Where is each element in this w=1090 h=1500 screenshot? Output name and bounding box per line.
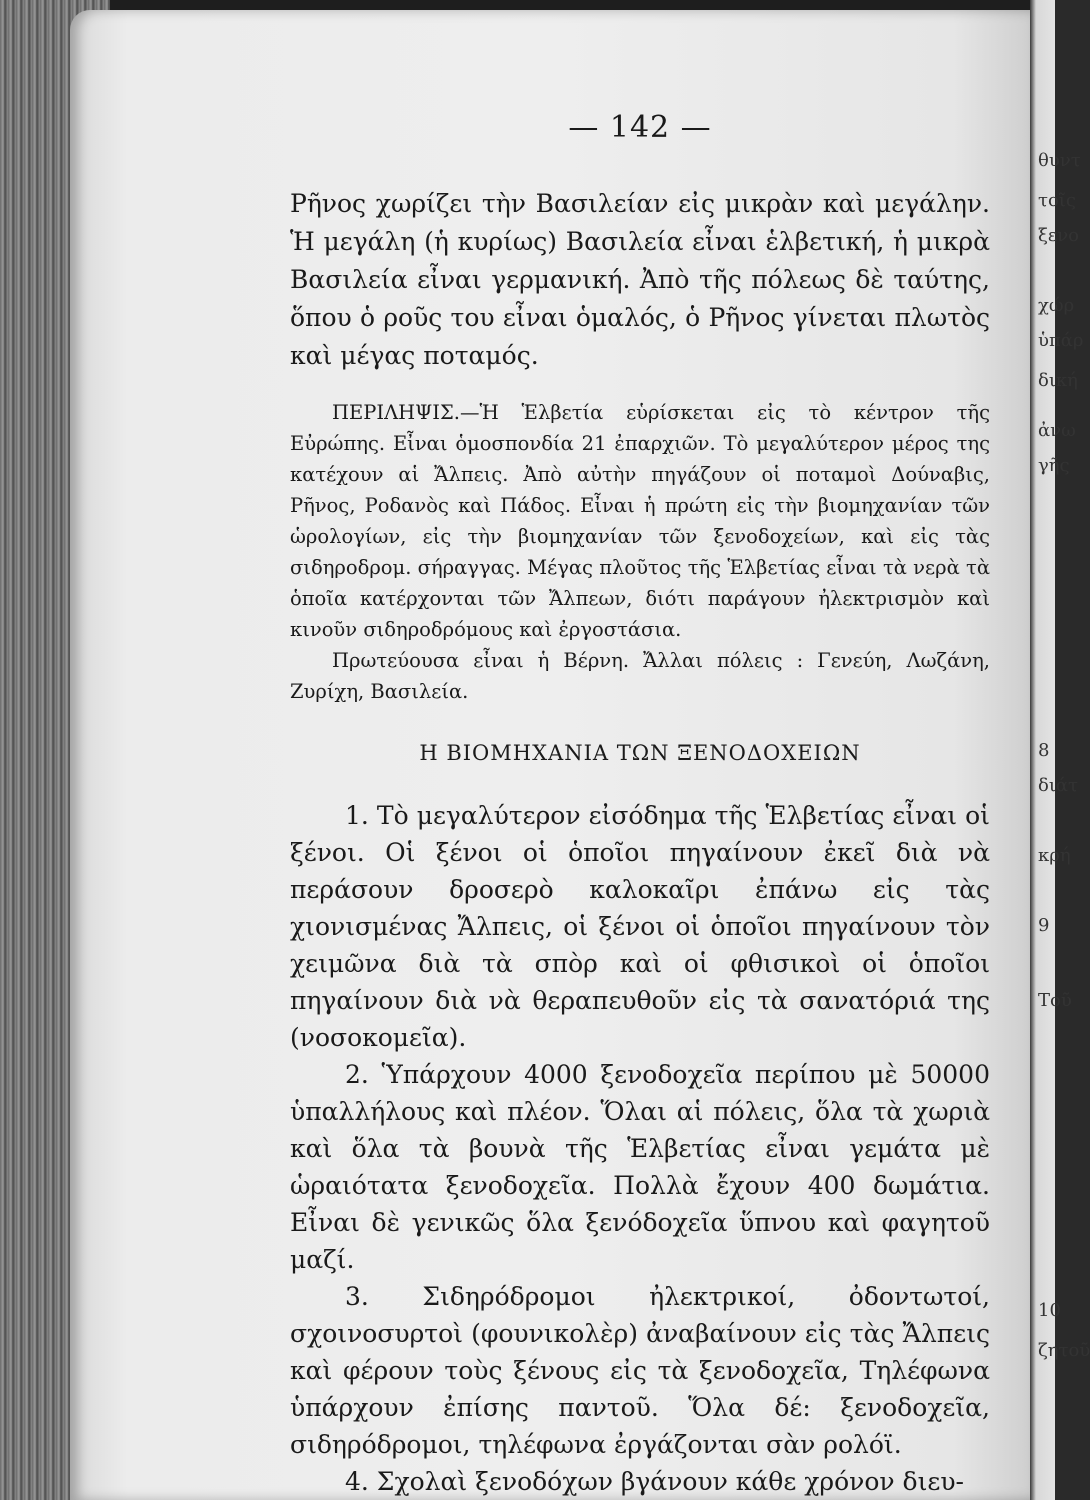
page-text-block (290, 110, 990, 1500)
adjacent-fragment: δική (1038, 370, 1078, 391)
list-item: 3. Σιδηρόδρομοι ἠλεκτρικοί, ὀδοντωτοί, σχοινοσυρτοὶ (φουνικολὲρ) ἀναβαίνουν εἰς τὰς Ἄλπεις καὶ φέρουν τοὺς ξένους εἰς τὰ ξενοδοχεῖα, Τηλέφωνα ὑπάρχουν ἐπίσης παντοῦ. Ὅλα δέ: ξενοδοχεῖα, σιδηρόδρομοι, τηλέφωνα ἐργάζονται σὰν ρολόϊ. (290, 1282, 990, 1459)
adjacent-fragment: διάτ (1038, 775, 1079, 796)
adjacent-page-strip (1030, 0, 1090, 1500)
list-item: 4. Σχολαὶ ξενοδόχων βγάνουν κάθε χρόνον διευ- (345, 1467, 964, 1496)
adjacent-fragment: θυντ (1038, 150, 1081, 171)
list-item: 1. Τὸ μεγαλύτερον εἰσόδημα τῆς Ἑλβετίας εἶναι οἱ ξένοι. Οἱ ξένοι οἱ ὁποῖοι πηγαίνουν ἐκεῖ διὰ νὰ περάσουν δροσερὸ καλοκαῖρι ἐπάνω εἰς τὰς χιονισμένας Ἄλπεις, οἱ ξένοι οἱ ὁποῖοι πηγαίνουν τὸν χειμῶνα διὰ τὰ σπὸρ καὶ οἱ φθισικοὶ οἱ ὁποῖοι πηγαίνουν διὰ νὰ θεραπευθοῦν εἰς τὰ σανατόριά της (νοσοκομεῖα). (290, 801, 990, 1052)
adjacent-fragment: 10 (1038, 1300, 1061, 1321)
page-number: — 142 — (568, 110, 712, 145)
adjacent-fragment: Τοῦ (1038, 990, 1072, 1011)
capital-paragraph: Πρωτεύουσα εἶναι ἡ Βέρνη. Ἄλλαι πόλεις : Γενεύη, Λωζάνη, Ζυρίχη, Βασιλεία. (290, 649, 990, 703)
adjacent-fragment: τοῖς (1038, 190, 1076, 211)
adjacent-fragment: γῆς (1038, 455, 1070, 476)
adjacent-fragment: ξενο (1038, 225, 1080, 246)
adjacent-fragment: κρή (1038, 845, 1071, 866)
section-heading: Η ΒΙΟΜΗΧΑΝΙΑ ΤΩΝ ΞΕΝΟΔΟΧΕΙΩΝ (419, 741, 861, 765)
list-item: 2. Ὑπάρχουν 4000 ξενοδοχεῖα περίπου μὲ 50000 ὑπαλλήλους καὶ πλέον. Ὅλαι αἱ πόλεις, ὅλα τὰ χωριὰ καὶ ὅλα τὰ βουνὰ τῆς Ἑλβετίας εἶναι γεμάτα μὲ ὡραιότατα ξενοδοχεῖα. Πολλὰ ἔχουν 400 δωμάτια. Εἶναι δὲ γενικῶς ὅλα ξενόδοχεῖα ὕπνου καὶ φαγητοῦ μαζί. (290, 1060, 990, 1274)
adjacent-fragment: ὑπάρ (1038, 330, 1084, 351)
adjacent-fragment: ζητοῦ (1038, 1340, 1090, 1361)
intro-paragraph: Ρῆνος χωρίζει τὴν Βασιλείαν εἰς μικρὰν καὶ μεγάλην. Ἡ μεγάλη (ἡ κυρίως) Βασιλεία εἶναι ἑλβετική, ἡ μικρὰ Βασιλεία εἶναι γερμανική. Ἀπὸ τῆς πόλεως δὲ ταύτης, ὅπου ὁ ροῦς του εἶναι ὁμαλός, ὁ Ρῆνος γίνεται πλωτὸς καὶ μέγας ποταμός. (290, 189, 990, 370)
adjacent-fragment: 9 (1038, 915, 1050, 936)
adjacent-fragment: ἀνω (1038, 420, 1076, 441)
adjacent-fragment: 8 (1038, 740, 1050, 761)
adjacent-fragment: χώρ (1038, 295, 1075, 316)
summary-paragraph: ΠΕΡΙΛΗΨΙΣ.—Ἡ Ἑλβετία εὑρίσκεται εἰς τὸ κέντρον τῆς Εὐρώπης. Εἶναι ὁμοσπονδία 21 ἐπαρχιῶν. Τὸ μεγαλύτερον μέρος της κατέχουν αἱ Ἄλπεις. Ἀπὸ αὐτὴν πηγάζουν οἱ ποταμοὶ Δούναβις, Ρῆνος, Ροδανὸς καὶ Πάδος. Εἶναι ἡ πρώτη εἰς τὴν βιομηχανίαν τῶν ὡρολογίων, εἰς τὴν βιομηχανίαν τῶν ξενοδοχείων, καὶ εἰς τὰς σιδηροδρομ. σήραγγας. Μέγας πλοῦτος τῆς Ἑλβετίας εἶναι τὰ νερὰ τὰ ὁποῖα κατέρχονται τῶν Ἄλπεων, διότι παράγουν ἠλεκτρισμὸν καὶ κινοῦν σιδηροδρόμους καὶ ἐργοστάσια. (290, 401, 990, 641)
